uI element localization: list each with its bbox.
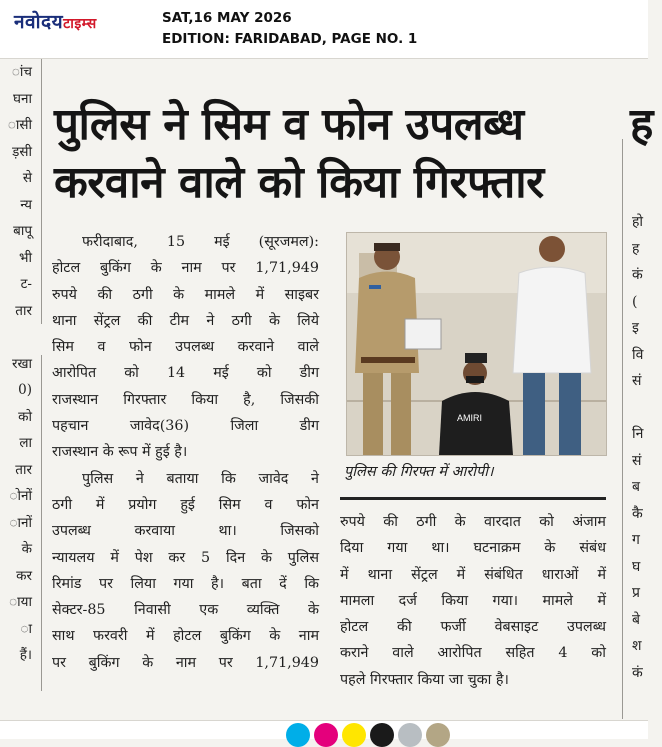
left-column-rule-lower xyxy=(41,355,42,691)
registration-mark-yellow xyxy=(342,723,366,747)
right-column-rule xyxy=(622,139,623,719)
left-column-text-fragment: बापू xyxy=(13,223,32,239)
left-column-text-fragment: घना xyxy=(13,90,32,107)
article-body-column-2 xyxy=(340,509,606,693)
right-column-text-fragment: वि xyxy=(632,346,644,363)
shirt-text: AMIRI xyxy=(457,413,483,423)
left-column-text-fragment: ांच xyxy=(11,64,32,80)
right-column-text-fragment: बे xyxy=(632,611,640,628)
left-column-text-fragment: के xyxy=(21,541,32,557)
photo-caption: पुलिस की गिरफ्त में आरोपी। xyxy=(344,464,494,480)
article-text-line: सिम व फोन उपलब्ध करवाने वाले xyxy=(52,339,319,356)
left-column-fragments xyxy=(0,59,32,669)
article-text-line: मामला दर्ज किया गया। मामले में xyxy=(340,592,606,609)
left-column-text-fragment: ोनों xyxy=(9,488,32,504)
left-column-text-fragment: कर xyxy=(16,567,32,584)
edition-date: SAT,16 MAY 2026 xyxy=(162,10,292,26)
right-column-text-fragment: सं xyxy=(632,373,642,389)
article-text-line: पुलिस ने बताया कि जावेद ने xyxy=(82,470,319,487)
article-text-line: पर बुकिंग के नाम पर 1,71,949 xyxy=(52,654,319,671)
article-text-line: राजस्थान गिरफ्तार किया है, जिसकी xyxy=(52,391,319,408)
article-text-line: कराने वाले आरोपित सहित 4 को xyxy=(340,645,606,662)
article-text-line: रुपये की ठगी के वारदात को अंजाम xyxy=(340,514,606,530)
article-text-line: फरीदाबाद, 15 मई (सूरजमल): xyxy=(82,234,319,250)
left-column-text-fragment: ानों xyxy=(9,514,32,531)
right-column-text-fragment: श xyxy=(632,638,642,654)
right-column-text-fragment: ( xyxy=(632,293,638,310)
left-column-text-fragment: ाया xyxy=(9,594,32,610)
right-column-text-fragment xyxy=(632,395,662,422)
article-text-line: दिया गया था। घटनाक्रम के संबंध xyxy=(340,540,606,557)
article-paragraph-2 xyxy=(52,466,319,676)
article-text-line: पहचान जावेद(36) जिला डीग xyxy=(52,418,319,435)
article-text-line: होटल की फर्जी वेबसाइट उपलब्ध xyxy=(340,619,606,636)
registration-mark-tan xyxy=(426,723,450,747)
left-column-text-fragment: से xyxy=(22,170,32,186)
right-column-text-fragment: घ xyxy=(632,558,641,575)
right-column-text-fragment: ग xyxy=(632,532,640,548)
registration-mark-grey xyxy=(398,723,422,747)
right-column-fragments xyxy=(632,209,662,686)
print-registration-strip xyxy=(0,720,648,739)
left-column-text-fragment: तार xyxy=(15,461,32,478)
article-paragraph-1 xyxy=(52,229,319,466)
left-column-text-fragment: ा xyxy=(20,620,32,637)
logo-main-text: नवोदय xyxy=(14,11,64,33)
article-text-line: उपलब्ध करवाया था। जिसको xyxy=(52,523,319,540)
left-column-text-fragment: न्य xyxy=(20,196,32,213)
news-photo xyxy=(346,232,607,456)
right-column-text-fragment: प्र xyxy=(632,585,640,601)
right-column-text-fragment: सं xyxy=(632,452,642,469)
newspaper-logo xyxy=(14,8,97,34)
edition-header xyxy=(0,0,648,59)
left-column-text-fragment: ला xyxy=(19,435,32,451)
left-column-text-fragment: को xyxy=(18,408,32,425)
article-text-line: सेक्टर-85 निवासी एक व्यक्ति के xyxy=(52,602,319,619)
registration-mark-magenta xyxy=(314,723,338,747)
left-column-text-fragment: तार xyxy=(15,302,32,319)
right-column-text-fragment: ब xyxy=(632,479,640,495)
left-column-text-fragment: हैं। xyxy=(19,647,32,663)
article-text-line: राजस्थान के रूप में हुई है। xyxy=(52,444,188,461)
right-column-text-fragment: ह xyxy=(632,240,640,257)
right-column-text-fragment: हो xyxy=(632,214,644,230)
headline-line-1: पुलिस ने सिम व फोन उपलब्ध xyxy=(54,99,524,150)
left-column-text-fragment: भी xyxy=(19,249,32,266)
adjacent-headline-fragment: ह xyxy=(630,99,654,150)
left-column-text-fragment xyxy=(0,324,32,351)
article-text-line: में थाना सेंट्रल में संबंधित धाराओं में xyxy=(340,566,606,583)
left-column-text-fragment: ड़सी xyxy=(12,143,32,160)
logo-tail-text: टाइम्स xyxy=(63,16,97,32)
registration-mark-black xyxy=(370,723,394,747)
article-text-line: साथ फरवरी में होटल बुकिंग के नाम xyxy=(52,628,319,645)
left-column-text-fragment: ट- xyxy=(20,276,32,292)
news-photo-illustration xyxy=(347,233,606,455)
article-text-line: ठगी में प्रयोग हुई सिम व फोन xyxy=(52,496,319,513)
article-text-line: रुपये की ठगी के मामले में साइबर xyxy=(52,286,319,303)
article-headline xyxy=(54,96,616,212)
left-column-rule-upper xyxy=(41,59,42,324)
edition-page: EDITION: FARIDABAD, PAGE NO. 1 xyxy=(162,31,418,47)
article-text-line: थाना सेंट्रल की टीम ने ठगी के लिये xyxy=(52,312,319,329)
article-text-line: आरोपित को 14 मई को डीग xyxy=(52,365,319,382)
left-column-text-fragment: ासी xyxy=(7,117,32,133)
caption-rule xyxy=(340,497,606,500)
left-column-text-fragment: रखा xyxy=(11,355,32,372)
headline-line-2: करवाने वाले को किया गिरफ्तार xyxy=(54,157,544,208)
right-column-text-fragment: कं xyxy=(632,664,643,681)
right-column-text-fragment: इ xyxy=(632,320,639,336)
right-column-text-fragment: नि xyxy=(632,426,644,442)
article-text-line: रिमांड पर लिया गया है। बता दें कि xyxy=(52,575,319,592)
right-column-text-fragment: कं xyxy=(632,267,643,283)
article-body-column-1 xyxy=(52,229,319,676)
edition-info xyxy=(162,8,417,50)
left-column-text-fragment: 0) xyxy=(18,382,32,398)
article-text-line: होटल बुकिंग के नाम पर 1,71,949 xyxy=(52,260,319,277)
registration-mark-cyan xyxy=(286,723,310,747)
newspaper-page xyxy=(0,59,654,720)
right-column-text-fragment: कै xyxy=(632,505,643,522)
article-text-line: पहले गिरफ्तार किया जा चुका है। xyxy=(340,671,509,688)
article-text-line: न्यायलय में पेश कर 5 दिन के पुलिस xyxy=(52,549,319,566)
